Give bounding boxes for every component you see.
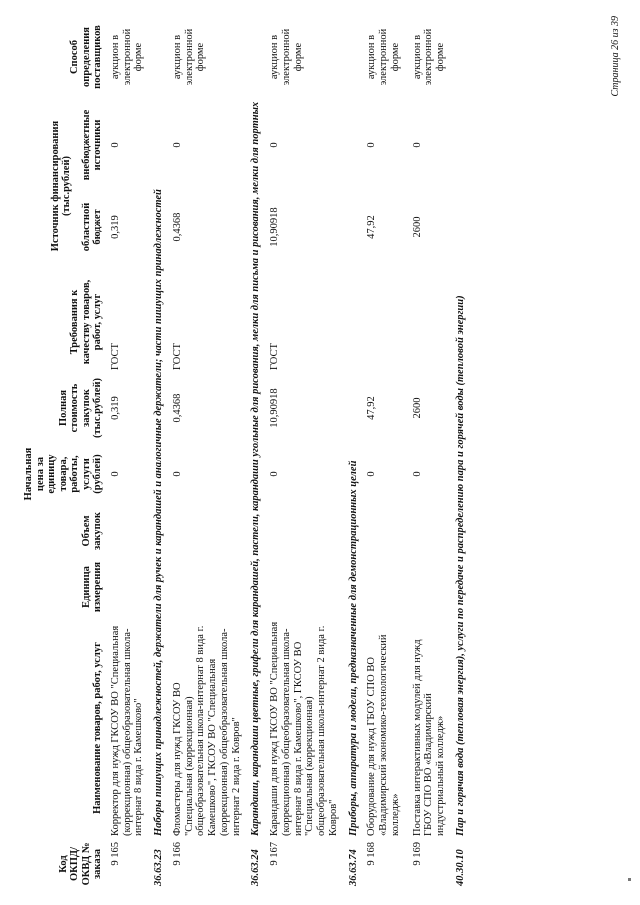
header-source-subheads: [81, 104, 104, 268]
row-volume: [105, 505, 150, 557]
row-name: Оборудование для нужд ГБОУ СПО ВО «Владимирский экономико-технологический колледж»: [366, 634, 401, 836]
section-code: 36.63.24: [250, 849, 262, 886]
row-unit: [105, 557, 150, 617]
row-source: [407, 101, 452, 271]
header-method: Способ определения поставщиков: [69, 25, 104, 89]
row-source-values: [110, 104, 122, 268]
row-source-values: [172, 104, 184, 268]
row-source-extra: 0: [411, 142, 423, 148]
row-volume: [167, 505, 248, 557]
row-method: аукцион в электронной форме: [411, 28, 447, 86]
section-title: Приборы, аппаратура и модели, предназначенные для демонстрационных целей: [347, 460, 359, 836]
row-requirements: ГОСТ: [269, 343, 281, 370]
row-volume: [264, 505, 345, 557]
row-unit: [264, 557, 345, 617]
row-source: [167, 101, 248, 271]
section-code: 40.30.10: [454, 849, 466, 886]
header-full-cost: Полная стоимость закупок (тыс.рублей): [57, 377, 104, 439]
section-title: Карандаши, карандаши цветные, грифели для карандашей, пастели, карандаши угольные для рисования, мелки для письма и рисования, мелки для портных: [250, 101, 262, 836]
row-source-budget: 10,90918: [269, 207, 281, 247]
header-source-extra: внебюджетные источники: [80, 109, 104, 181]
row-source-extra: 0: [269, 142, 281, 148]
table-row: [105, 13, 150, 889]
section-row: [247, 13, 264, 889]
row-source-values: [269, 104, 281, 268]
table-header-row: [22, 13, 105, 889]
table-body: [105, 13, 469, 889]
section-row: [452, 13, 469, 889]
row-source-budget: 0,319: [109, 215, 121, 239]
section-row: [150, 13, 167, 889]
header-volume: Объем закупок: [80, 512, 104, 550]
row-method: аукцион в электронной форме: [269, 28, 304, 86]
row-volume: [407, 505, 452, 557]
table-row: [361, 13, 406, 889]
row-full-cost: 2600: [411, 397, 423, 419]
section-code: 36.63.23: [153, 849, 165, 886]
row-requirements: [407, 271, 452, 373]
header-name: Наименование товаров, работ, услуг: [92, 642, 104, 814]
row-name: Карандаши для нужд ГКСОУ ВО "Специальная (коррекционная) общеобразовательная школа-интернат 8 вида г. Камешково", ГКСОУ ВО "Специальная (коррекционная) общеобразовательная школа-интернат 2 вида г. Ковров": [269, 621, 339, 836]
row-code: 9 167: [269, 842, 281, 866]
row-code: 9 169: [411, 842, 423, 866]
row-source-values: [366, 104, 378, 268]
row-source: [264, 101, 345, 271]
header-initial-price: Начальная цена за единицу товара, работы, услуги (рублей): [23, 447, 104, 501]
row-requirements: ГОСТ: [171, 343, 183, 370]
row-full-cost: 47,92: [366, 396, 378, 420]
section-row: [345, 13, 362, 889]
table-row: [407, 13, 452, 889]
row-unit: [361, 557, 406, 617]
procurement-table: [22, 13, 469, 889]
row-code: 9 168: [366, 842, 378, 866]
header-source: [22, 101, 105, 271]
row-source: [361, 101, 406, 271]
table-row: [264, 13, 345, 889]
row-source-budget: 2600: [411, 216, 423, 238]
section-title: Наборы пишущих принадлежностей, держатели для ручек и карандашей и аналогичные держатели; части пишущих принадлежностей: [153, 189, 165, 836]
row-unit: [407, 557, 452, 617]
table-row: [167, 13, 248, 889]
header-code: Код ОКПД/ ОКВД № заказа: [57, 842, 104, 886]
row-name: Поставка интерактивных модулей для нужд ГБОУ СПО ВО «Владимирский индустриальный колледж»: [411, 639, 447, 836]
row-source: [105, 101, 150, 271]
row-requirements: ГОСТ: [109, 343, 121, 370]
row-source-extra: 0: [171, 142, 183, 148]
header-requirements: Требования к качеству товаров, работ, услуг: [69, 279, 104, 365]
row-initial-price: 0: [411, 471, 423, 477]
row-name: Корректор для нужд ГКСОУ ВО "Специальная (коррекционная) общеобразовательная школа-интернат 8 вида г. Камешково": [109, 625, 145, 836]
header-source-budget: областной бюджет: [80, 202, 104, 252]
row-initial-price: 0: [109, 471, 121, 477]
row-unit: [167, 557, 248, 617]
row-source-budget: 0,4368: [171, 212, 183, 242]
row-name: Фломастеры для нужд ГКСОУ ВО "Специальная (коррекционная) общеобразовательная школа-интернат 8 вида г. Камешково", ГКСОУ ВО "Специальная (коррекционная) общеобразовательная школа-интернат 2 вида г. Ковров": [171, 625, 242, 836]
row-method: аукцион в электронной форме: [171, 28, 207, 86]
section-title: Пар и горячая вода (тепловая энергия), услуги по передаче и распределению пара и горячей воды (тепловой энергии): [454, 295, 466, 836]
row-code: 9 166: [171, 842, 183, 866]
scan-mark: [628, 878, 631, 881]
row-source-extra: 0: [109, 142, 121, 148]
section-code: 36.63.74: [347, 849, 359, 886]
row-initial-price: 0: [269, 471, 281, 477]
row-initial-price: 0: [171, 471, 183, 477]
header-unit: Единица измерения: [80, 561, 104, 613]
row-method: аукцион в электронной форме: [366, 28, 401, 86]
row-source-budget: 47,92: [366, 215, 378, 239]
row-full-cost: 10,90918: [269, 388, 281, 428]
header-source-title: Источник финансирования (тыс.рублей): [49, 120, 73, 252]
page-number: Страница 26 из 39: [610, 16, 621, 97]
row-volume: [361, 505, 406, 557]
row-source-extra: 0: [366, 142, 378, 148]
row-full-cost: 0,319: [109, 396, 121, 420]
row-full-cost: 0,4368: [171, 393, 183, 423]
row-source-values: [412, 104, 424, 268]
row-requirements: [361, 271, 406, 373]
row-code: 9 165: [109, 842, 121, 866]
row-initial-price: 0: [366, 471, 378, 477]
row-method: аукцион в электронной форме: [109, 28, 145, 86]
